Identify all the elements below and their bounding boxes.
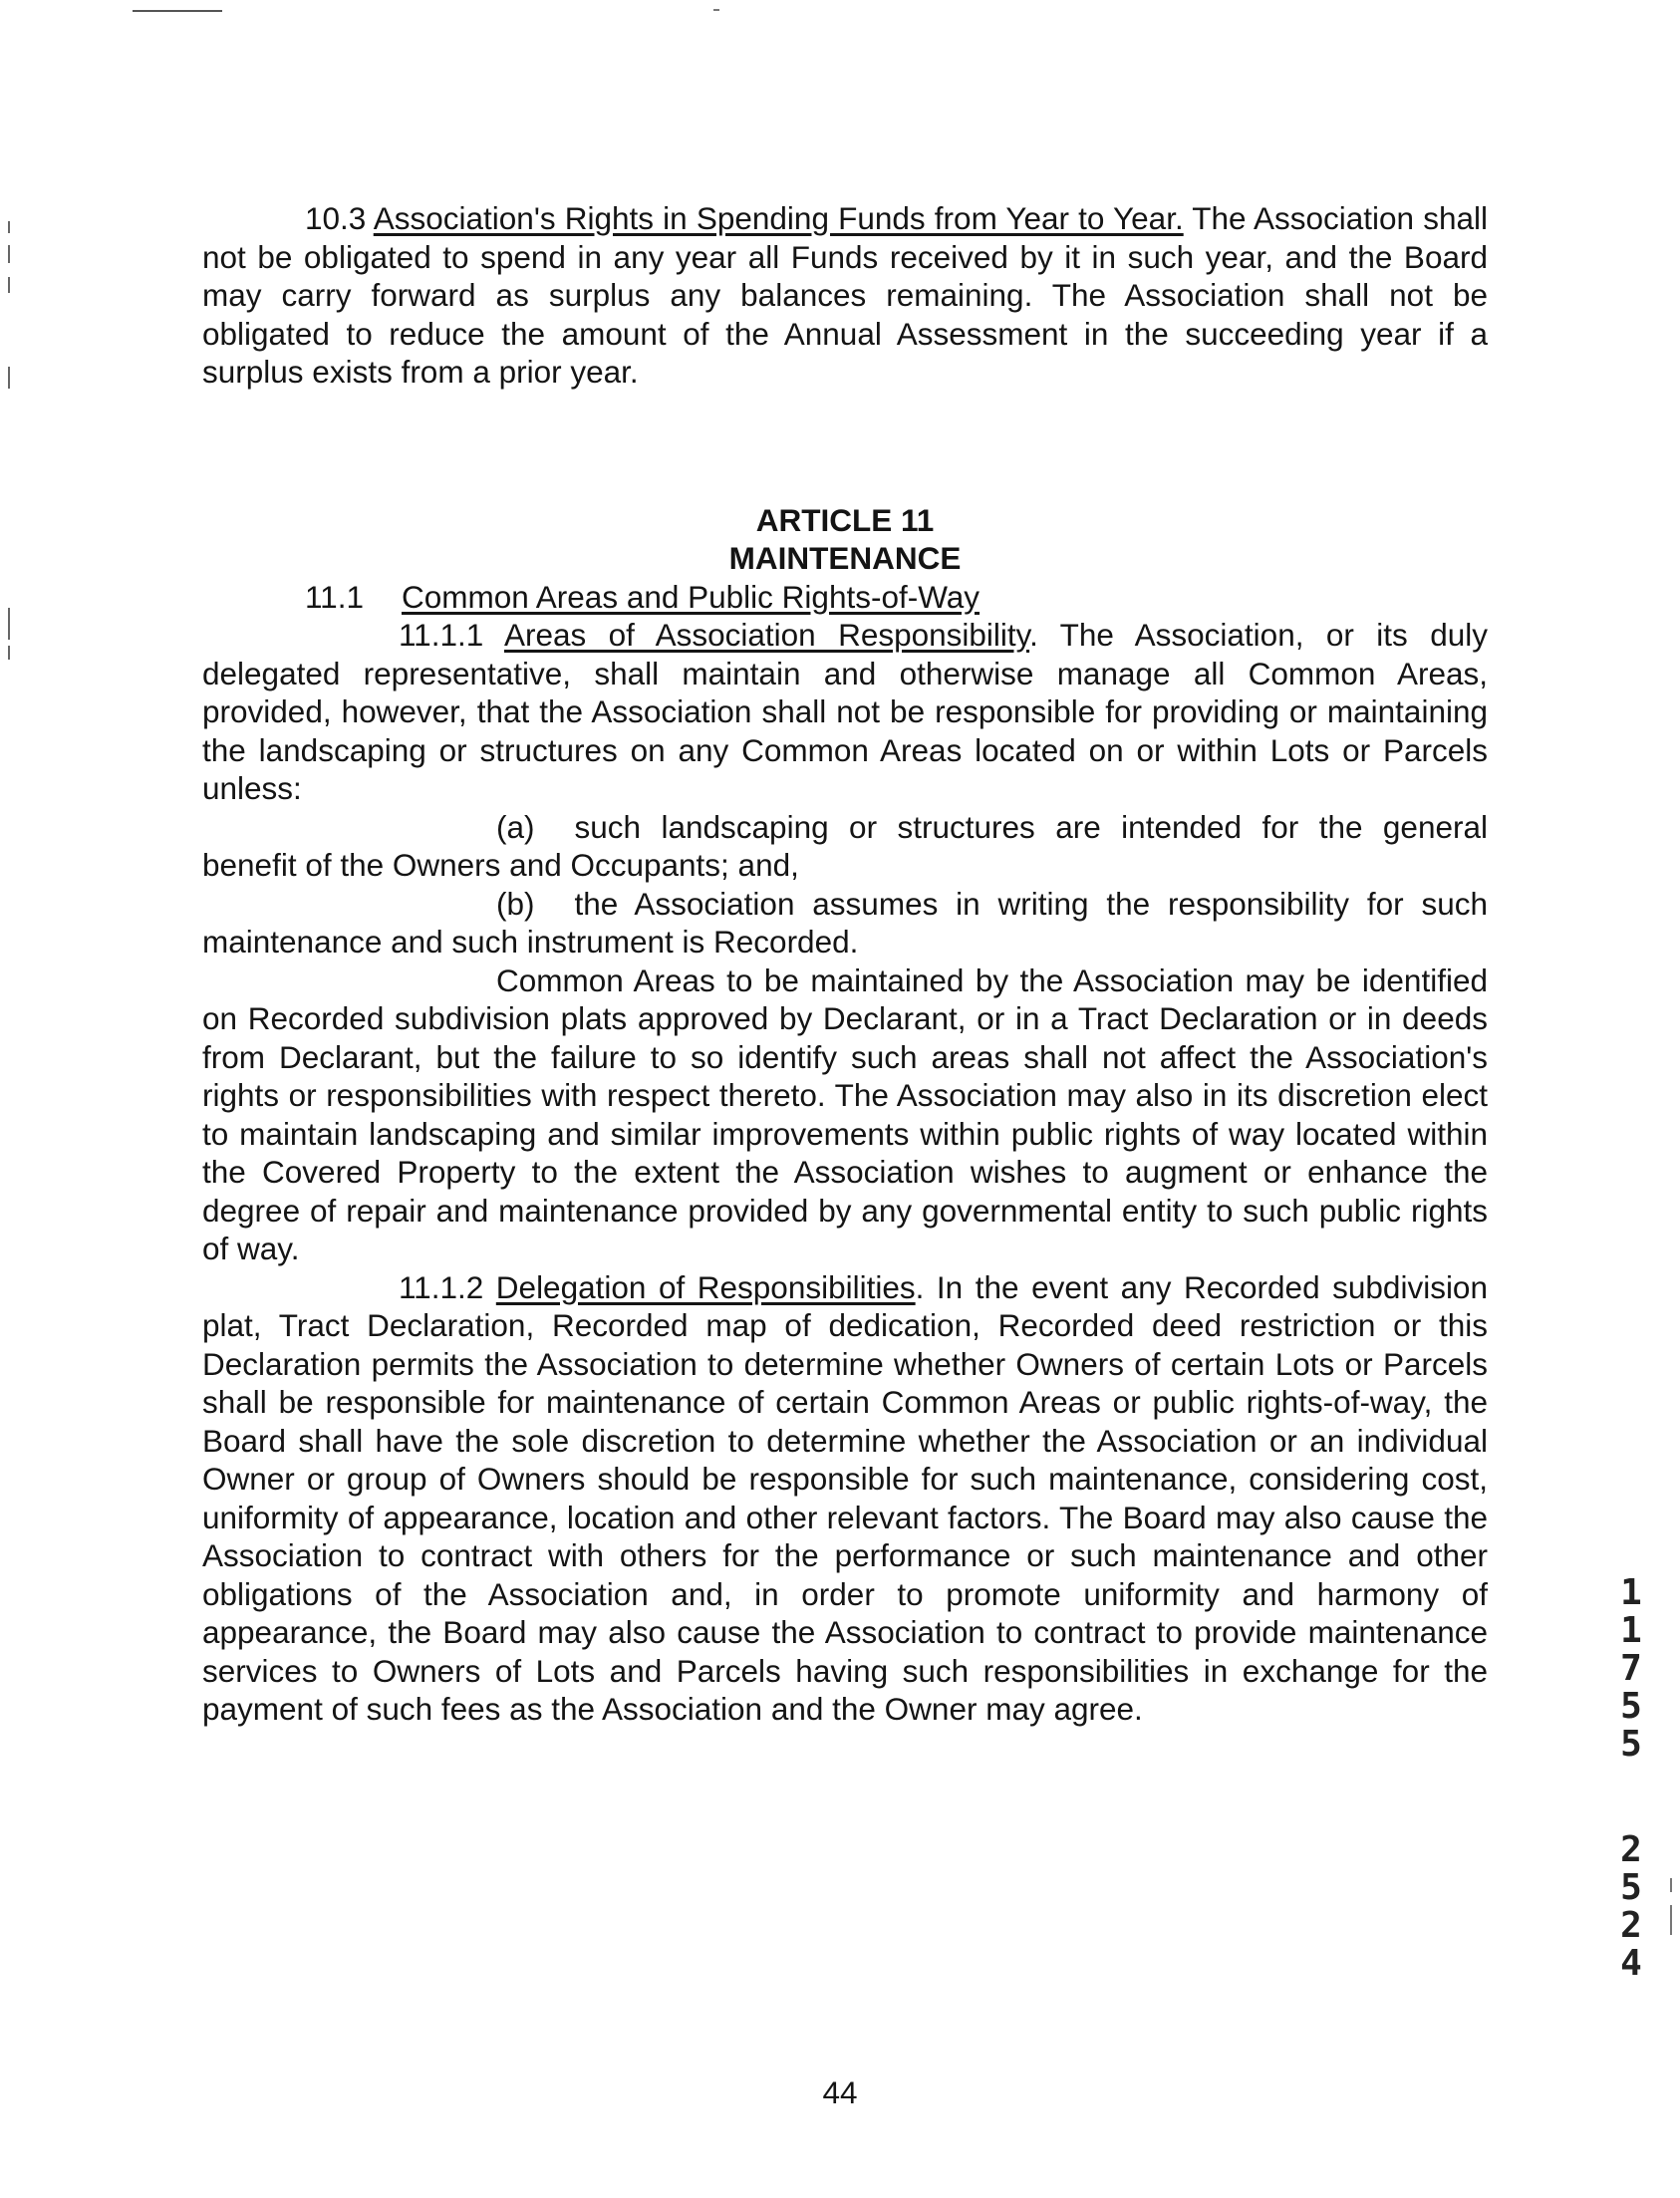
edge-tick [1670, 1878, 1672, 1892]
section-11-1-2-paragraph [202, 1268, 1488, 1729]
section-11-1-heading [202, 578, 1488, 617]
article-label: ARTICLE 11 [755, 501, 935, 538]
section-text: . In the event any Recorded subdivision plat, Tract Declaration, Recorded map of dedication, Recorded deed restriction or this Declaration permits the Association to determine whether Owners of certain Lots or Parcels shall be responsible for maintenance of certain Common Areas or public rights-of-way, the Board shall have the sole discretion to determine whether the Association or an individual Owner or group of Owners should be responsible for such maintenance, considering cost, uniformity of appearance, location and other relevant factors. The Board may also cause the Association to contract with others for the performance or such maintenance and other obligations of the Association and, in order to promote uniformity and harmony of appearance, the Board may also cause the Association to contract to provide maintenance services to Owners of Lots and Parcels having such responsibilities in exchange for the payment of such fees as the Association and the Owner may agree. [202, 1268, 1488, 1727]
item-text: such landscaping or structures are intended for the general benefit of the Owners and Occupants; and, [202, 808, 1488, 883]
recording-digit: 5 [1620, 1686, 1642, 1727]
section-10-3-paragraph [202, 199, 1488, 392]
recording-digit: 2 [1620, 1829, 1642, 1870]
recording-digit: 7 [1620, 1648, 1642, 1689]
margin-tick [8, 221, 10, 233]
recording-number [1610, 1574, 1652, 1983]
item-text: the Association assumes in writing the responsibility for such maintenance and such instrument is Recorded. [202, 885, 1488, 960]
common-areas-paragraph: Common Areas to be maintained by the Association may be identified on Recorded subdivision plats approved by Declarant, or in a Tract Declaration or in deeds from Declarant, but the failure to so identify such areas shall not affect the Association's rights or responsibilities with respect thereto. The Association may also in its discretion elect to maintain landscaping and similar improvements within public rights of way located within the Covered Property to the extent the Association wishes to augment or enhance the degree of repair and maintenance provided by any governmental entity to such public rights of way. [202, 962, 1488, 1266]
recording-digit: 5 [1620, 1724, 1642, 1765]
margin-tick [8, 245, 10, 263]
article-heading [202, 501, 1488, 578]
document-body [202, 199, 1488, 1729]
section-title: Common Areas and Public Rights-of-Way [401, 578, 980, 615]
section-title: Areas of Association Responsibility [503, 617, 1030, 653]
item-label: (b) [496, 885, 535, 922]
section-number: 11.1 [305, 578, 364, 615]
top-rule [133, 10, 222, 12]
recording-digit: 2 [1620, 1905, 1642, 1946]
recording-digit: 1 [1620, 1610, 1642, 1651]
margin-tick [8, 646, 10, 660]
section-number: 11.1.2 [399, 1268, 484, 1305]
recording-digit: 1 [1620, 1572, 1642, 1613]
recording-digit: 4 [1620, 1943, 1642, 1984]
section-text: The Association shall not be obligated to spend in any year all Funds received by it in such year, and the Board may carry forward as surplus any balances remaining. The Association shall not be obligated to reduce the amount of the Annual Assessment in the succeeding year if a surplus exists from a prior year. [202, 200, 1489, 390]
section-title: Association's Rights in Spending Funds from Year to Year. [373, 200, 1184, 236]
item-label: (a) [496, 808, 535, 845]
scan-mark [713, 9, 719, 11]
margin-tick [8, 608, 10, 640]
section-text: . The Association, or its duly delegated representative, shall maintain and otherwise manage all Common Areas, provided, however, that the Association shall not be responsible for providing or maintaining the landscaping or structures on any Common Areas located on or within Lots or Parcels unless: [202, 617, 1488, 806]
list-item-b [202, 885, 1488, 962]
margin-tick [8, 367, 10, 389]
section-title: Delegation of Responsibilities [495, 1268, 916, 1305]
article-title: MAINTENANCE [728, 540, 962, 576]
edge-tick [1670, 1905, 1672, 1935]
list-item-a [202, 808, 1488, 885]
margin-tick [8, 277, 10, 293]
section-11-1-1-paragraph [202, 616, 1488, 808]
section-number: 10.3 [305, 200, 367, 236]
page-number: 44 [822, 2074, 858, 2110]
section-number: 11.1.1 [399, 617, 484, 653]
recording-digit: 5 [1620, 1867, 1642, 1908]
